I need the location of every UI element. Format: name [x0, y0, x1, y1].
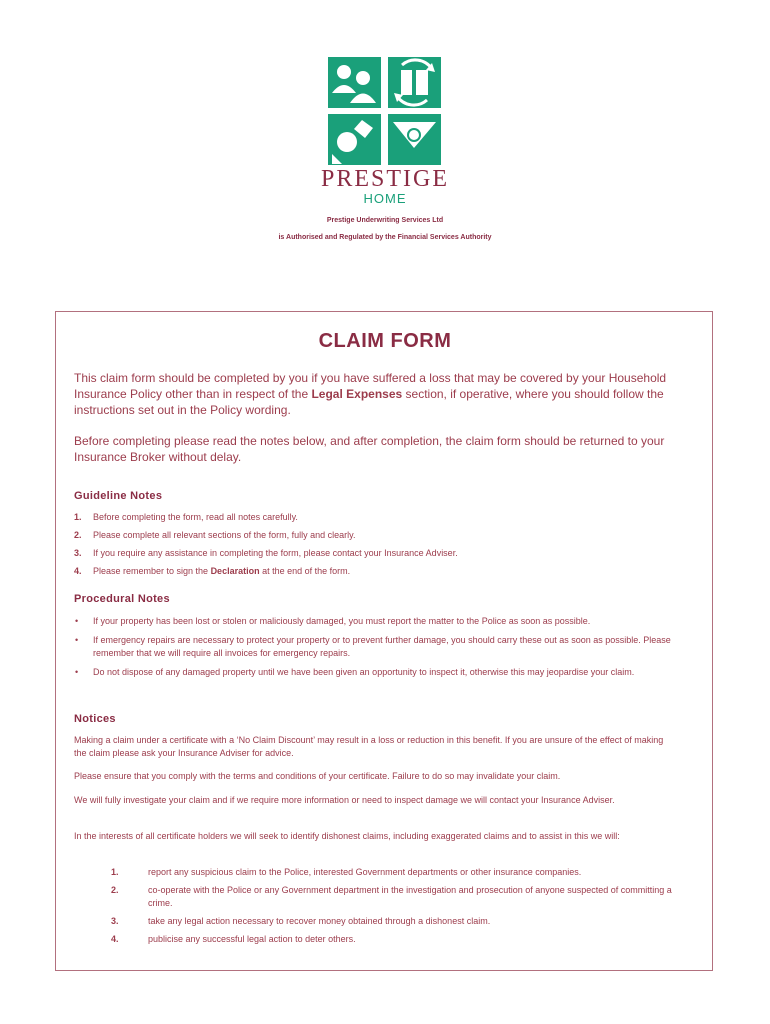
- declaration-term: Declaration: [210, 566, 260, 576]
- notice-paragraph: Making a claim under a certificate with a ‘No Claim Discount’ may result in a loss or reduction in this benefit. If you are unsure of the effect of making the claim please ask your Insurance Adviser for advice.: [74, 735, 664, 758]
- item-number: 1.: [74, 512, 82, 522]
- people-icon: [328, 57, 381, 108]
- legal-expenses-term: Legal Expenses: [311, 387, 403, 401]
- bullet-icon: •: [75, 616, 79, 626]
- notice-paragraph: Please ensure that you comply with the terms and conditions of your certificate. Failure to do so may invalidate your claim.: [74, 771, 561, 781]
- we-will-list: [74, 866, 674, 951]
- item-number: 2.: [74, 530, 82, 540]
- item-number: 3.: [74, 548, 82, 558]
- list-item: [74, 547, 684, 565]
- triangle-circle-icon: [388, 114, 441, 165]
- list-item: [74, 884, 674, 910]
- intro-text: section, if operative, where you should follow the instructions set out in the Policy wording.: [74, 387, 664, 417]
- item-number: 4.: [111, 934, 119, 944]
- list-item: [74, 615, 684, 628]
- item-text: Please remember to sign the: [93, 566, 211, 576]
- list-item: [74, 666, 684, 679]
- notice-paragraph: We will fully investigate your claim and if we require more information or need to inspect damage we will contact your Insurance Adviser.: [74, 795, 615, 805]
- item-number: 3.: [111, 916, 119, 926]
- circle-diamond-icon: [328, 114, 381, 165]
- prestige-logo: [328, 57, 442, 165]
- item-text: at the end of the form.: [259, 566, 351, 576]
- list-item: [74, 529, 684, 547]
- item-number: 4.: [74, 566, 82, 576]
- item-text: Please complete all relevant sections of the form, fully and clearly.: [93, 530, 356, 540]
- bullet-icon: •: [75, 635, 79, 645]
- regulation-statement: is Authorised and Regulated by the Financial Services Authority: [278, 234, 492, 241]
- notice-paragraph: In the interests of all certificate holders we will seek to identify dishonest claims, including exaggerated claims and to assist in this we will:: [74, 831, 620, 841]
- item-text: report any suspicious claim to the Police, interested Government departments or other insurance companies.: [148, 867, 582, 877]
- list-item: [74, 866, 674, 879]
- brand-subtitle: HOME: [363, 191, 407, 206]
- guideline-notes-list: [74, 511, 684, 583]
- form-title: CLAIM FORM: [318, 330, 452, 352]
- item-text: If your property has been lost or stolen or maliciously damaged, you must report the matter to the Police as soon as possible.: [93, 616, 591, 626]
- intro-paragraph: [74, 370, 674, 418]
- company-name: Prestige Underwriting Services Ltd: [326, 217, 444, 224]
- item-number: 1.: [111, 867, 119, 877]
- item-text: Do not dispose of any damaged property until we have been given an opportunity to inspect it, otherwise this may jeopardise your claim.: [93, 667, 635, 677]
- intro-text: This claim form should be completed by you if you have suffered a loss that may be covered by your Household Insurance Policy other than in respect of the: [74, 371, 667, 401]
- procedural-notes-list: [74, 615, 684, 685]
- item-number: 2.: [111, 885, 119, 895]
- cycle-arrows-icon: [388, 57, 441, 108]
- item-text: If emergency repairs are necessary to protect your property or to prevent further damage, you should carry these out as soon as possible. Please remember that we will require all invoices for emergency repairs.: [93, 635, 671, 658]
- return-instructions: Before completing please read the notes below, and after completion, the claim form should be returned to your Insurance Broker without delay.: [74, 434, 665, 464]
- list-item: [74, 634, 684, 660]
- item-text: co-operate with the Police or any Government department in the investigation and prosecution of anyone suspected of committing a crime.: [148, 885, 672, 908]
- list-item: [74, 565, 684, 583]
- list-item: [74, 933, 674, 946]
- item-text: Before completing the form, read all notes carefully.: [93, 512, 298, 522]
- notices-heading: Notices: [74, 713, 116, 725]
- guideline-notes-heading: Guideline Notes: [74, 490, 163, 502]
- item-text: publicise any successful legal action to deter others.: [148, 934, 356, 944]
- item-text: If you require any assistance in completing the form, please contact your Insurance Adviser.: [93, 548, 458, 558]
- procedural-notes-heading: Procedural Notes: [74, 593, 170, 605]
- list-item: [74, 511, 684, 529]
- list-item: [74, 915, 674, 928]
- item-text: take any legal action necessary to recover money obtained through a dishonest claim.: [148, 916, 491, 926]
- bullet-icon: •: [75, 667, 79, 677]
- brand-name: PRESTIGE: [320, 166, 449, 192]
